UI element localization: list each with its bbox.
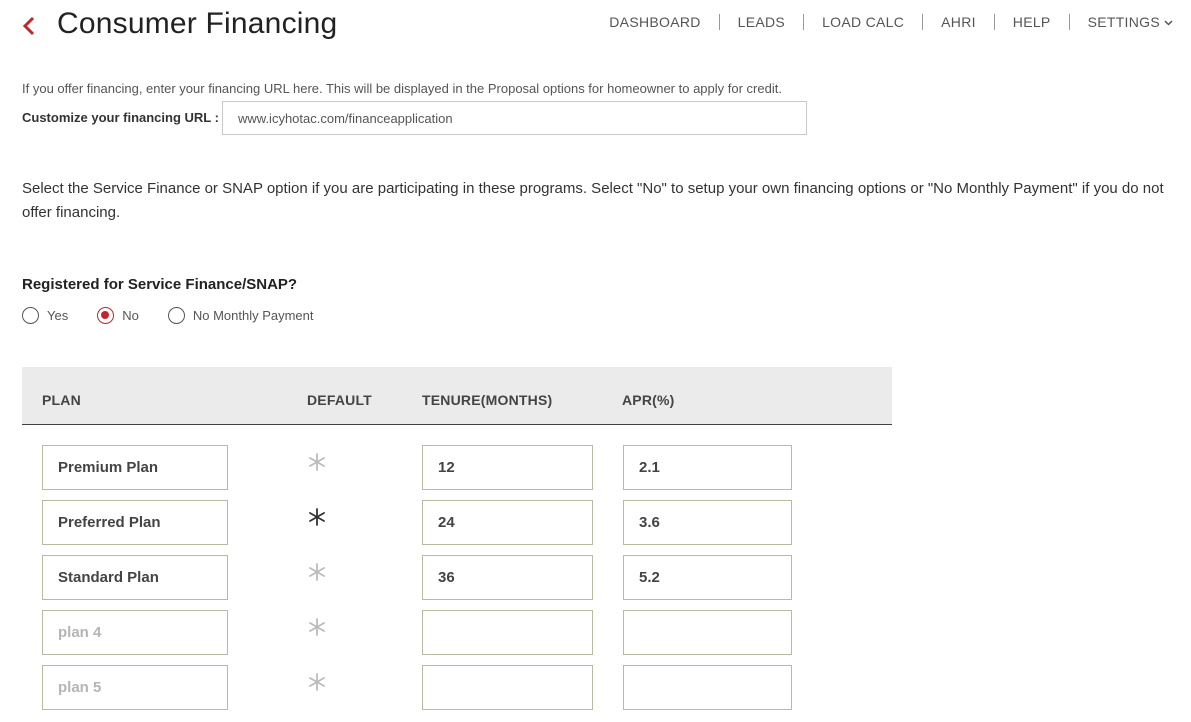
plan-name-input[interactable] (42, 555, 228, 600)
chevron-left-icon (18, 29, 42, 46)
nav-ahri[interactable]: AHRI (941, 13, 976, 30)
nav-divider (922, 14, 923, 30)
nav-help[interactable]: HELP (1012, 13, 1051, 30)
chevron-down-icon (1164, 13, 1173, 29)
radio-no-monthly-payment-label: No Monthly Payment (192, 308, 314, 323)
radio-circle (168, 307, 185, 324)
radio-no-monthly-payment[interactable] (168, 307, 314, 324)
top-nav (609, 13, 1173, 30)
apr-input[interactable] (623, 610, 792, 655)
radio-circle (22, 307, 39, 324)
table-row (0, 445, 900, 491)
tenure-input[interactable] (422, 610, 593, 655)
table-row (0, 665, 900, 711)
apr-input[interactable] (623, 555, 792, 600)
radio-yes[interactable] (22, 307, 68, 324)
registration-question: Registered for Service Finance/SNAP? (22, 276, 298, 293)
tenure-input[interactable] (422, 445, 593, 490)
radio-circle-checked (97, 307, 114, 324)
apr-input[interactable] (623, 445, 792, 490)
nav-settings[interactable] (1088, 13, 1173, 30)
registration-radio-group (22, 307, 343, 324)
column-header-tenure: TENURE(MONTHS) (422, 392, 553, 408)
tenure-input[interactable] (422, 500, 593, 545)
nav-leads[interactable]: LEADS (737, 13, 786, 30)
page-title: Consumer Financing (57, 7, 338, 40)
asterisk-icon[interactable] (307, 617, 327, 637)
nav-dashboard[interactable]: DASHBOARD (609, 13, 701, 30)
column-header-plan: PLAN (42, 392, 81, 408)
plan-name-input[interactable] (42, 445, 228, 490)
financing-url-label: Customize your financing URL : (22, 110, 219, 125)
page-header (0, 0, 1191, 60)
nav-settings-label: SETTINGS (1087, 14, 1160, 30)
table-row (0, 500, 900, 546)
financing-url-input[interactable] (222, 101, 807, 135)
apr-input[interactable] (623, 665, 792, 710)
tenure-input[interactable] (422, 665, 593, 710)
column-header-default: DEFAULT (307, 392, 372, 408)
apr-input[interactable] (623, 500, 792, 545)
tenure-input[interactable] (422, 555, 593, 600)
table-row (0, 555, 900, 601)
plan-name-input[interactable] (42, 665, 228, 710)
program-description: Select the Service Finance or SNAP option if you are participating in these programs. Select "No" to setup your own financing options or "No Monthly Payment" if you do not offer financing. (22, 180, 1164, 221)
nav-divider (1069, 14, 1070, 30)
plan-name-input[interactable] (42, 610, 228, 655)
radio-no-label: No (122, 308, 139, 323)
nav-divider (803, 14, 804, 30)
asterisk-icon[interactable] (307, 672, 327, 692)
back-button[interactable] (18, 10, 42, 42)
nav-load-calc[interactable]: LOAD CALC (822, 13, 905, 30)
plan-name-input[interactable] (42, 500, 228, 545)
table-row (0, 610, 900, 656)
asterisk-icon[interactable] (307, 562, 327, 582)
nav-divider (994, 14, 995, 30)
nav-divider (719, 14, 720, 30)
financing-url-intro: If you offer financing, enter your financing URL here. This will be displayed in the Proposal options for homeowner to apply for credit. (22, 81, 782, 96)
plans-table-header (22, 367, 892, 425)
asterisk-icon[interactable] (307, 507, 327, 527)
asterisk-icon[interactable] (307, 452, 327, 472)
radio-no[interactable] (97, 307, 139, 324)
radio-yes-label: Yes (47, 308, 69, 323)
column-header-apr: APR(%) (622, 392, 675, 408)
